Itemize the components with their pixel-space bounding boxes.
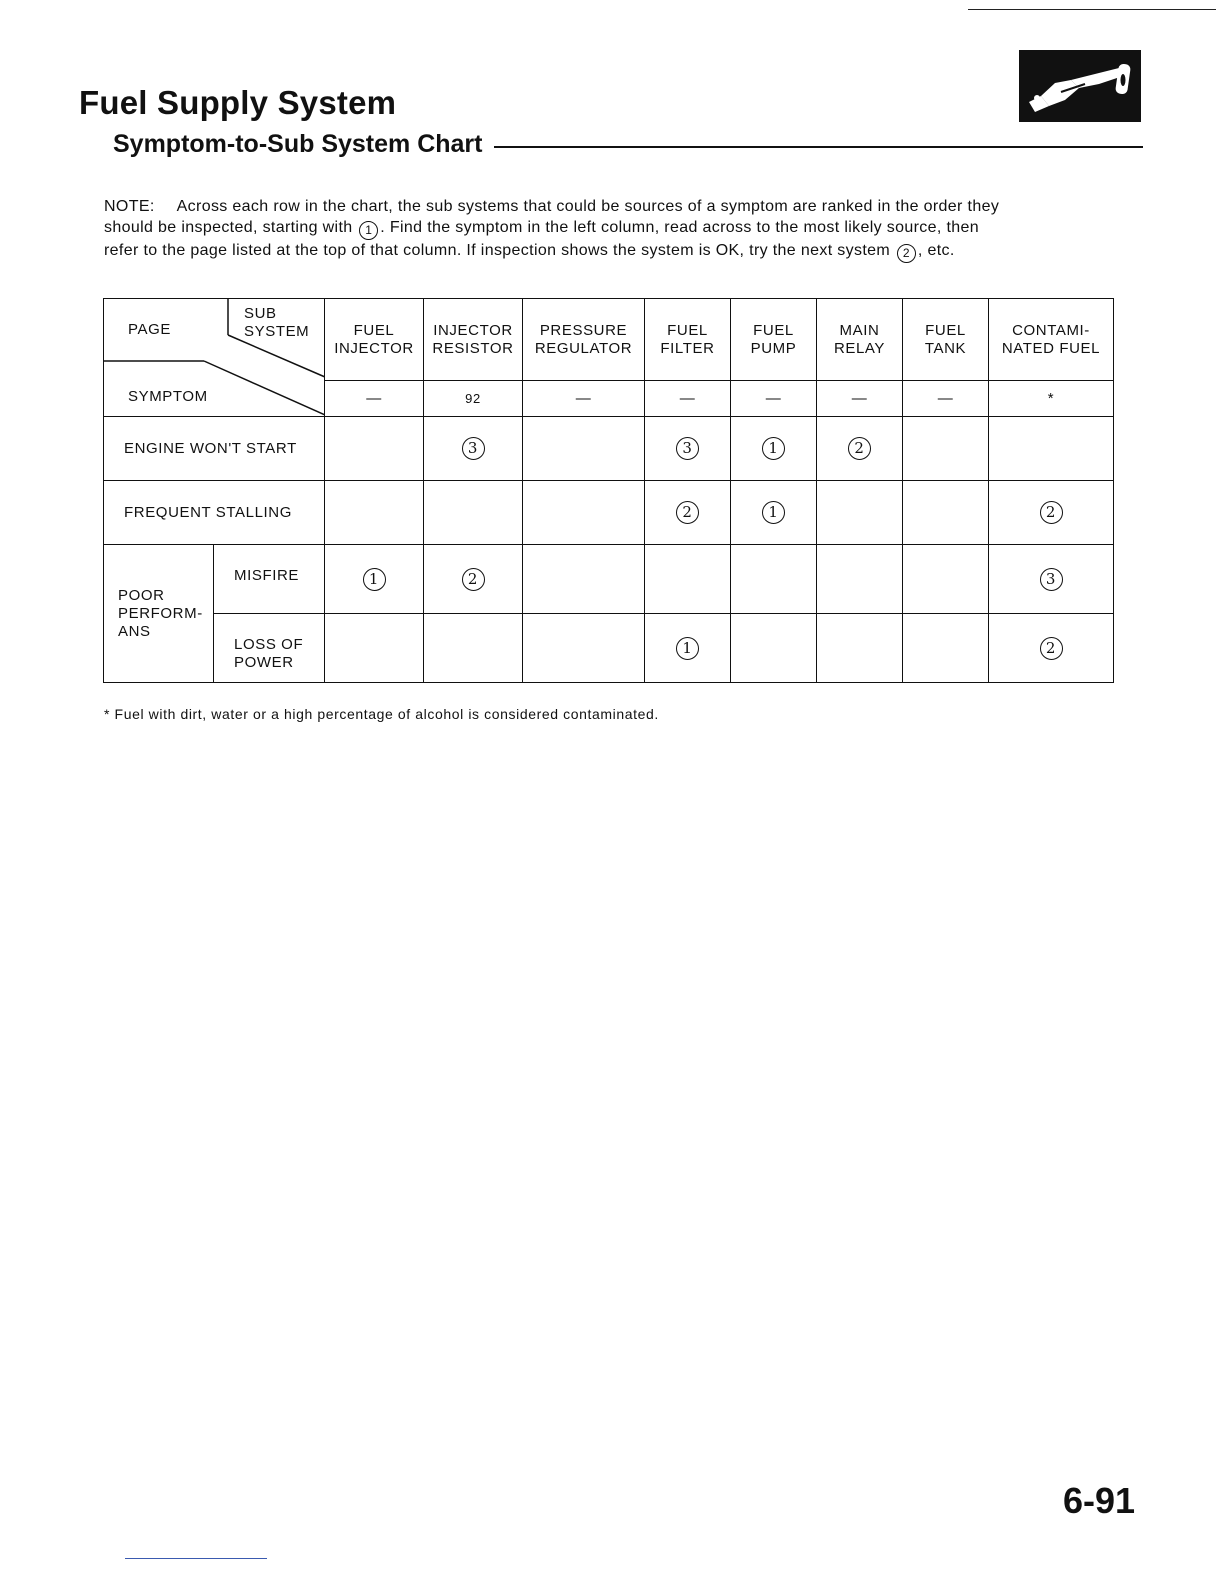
note-text-2a: should be inspected, starting with bbox=[104, 219, 353, 236]
note-text-1: Across each row in the chart, the sub systems that could be sources of a symptom are ranked in the order they bbox=[176, 198, 1000, 215]
circled-number: 2 bbox=[897, 244, 916, 263]
table-row bbox=[104, 614, 1114, 683]
rank-mark: 3 bbox=[1040, 568, 1063, 591]
page-ref: — bbox=[325, 381, 424, 417]
note-text-3a: refer to the page listed at the top of that column. If inspection shows the system is OK, try the next system bbox=[104, 242, 891, 259]
table-row bbox=[104, 481, 1114, 545]
rank-mark: 3 bbox=[462, 437, 485, 460]
note-line-2 bbox=[104, 217, 1128, 240]
note-line-1 bbox=[104, 196, 1128, 217]
col-header-line: FUEL bbox=[353, 321, 395, 339]
rank-cell bbox=[325, 614, 424, 683]
corner-system-label: SYSTEM bbox=[244, 323, 310, 340]
col-header-line: FUEL bbox=[753, 321, 794, 339]
rank-cell bbox=[325, 481, 424, 545]
rank-mark: 3 bbox=[676, 437, 699, 460]
rank-cell bbox=[645, 417, 731, 481]
col-header-line: FILTER bbox=[660, 339, 715, 357]
rank-cell bbox=[903, 481, 989, 545]
corner-diagonals bbox=[104, 299, 325, 417]
symptom-label-line: LOSS OF bbox=[234, 636, 304, 653]
page-ref: — bbox=[731, 381, 817, 417]
rank-mark: 1 bbox=[363, 568, 386, 591]
rank-cell bbox=[325, 545, 424, 614]
rank-mark: 2 bbox=[462, 568, 485, 591]
col-header-line: TANK bbox=[924, 339, 967, 357]
rank-cell bbox=[731, 417, 817, 481]
rank-cell bbox=[523, 614, 645, 683]
fuel-nozzle-icon bbox=[1019, 50, 1141, 122]
rank-cell bbox=[731, 545, 817, 614]
rank-cell bbox=[424, 614, 523, 683]
rank-cell bbox=[817, 545, 903, 614]
rank-cell bbox=[424, 417, 523, 481]
col-header-pressure-regulator bbox=[523, 299, 645, 381]
subtitle-rule bbox=[494, 146, 1143, 148]
note-label: NOTE: bbox=[104, 198, 155, 215]
corner-cell bbox=[104, 299, 325, 417]
rank-cell bbox=[645, 614, 731, 683]
rank-mark: 1 bbox=[762, 501, 785, 524]
rank-mark: 1 bbox=[676, 637, 699, 660]
col-header-fuel-injector bbox=[325, 299, 424, 381]
symptom-label-line: POWER bbox=[234, 654, 294, 671]
table-row bbox=[104, 417, 1114, 481]
rank-cell bbox=[731, 614, 817, 683]
page-ref: — bbox=[523, 381, 645, 417]
symptom-chart bbox=[103, 298, 1114, 683]
page-ref: — bbox=[903, 381, 989, 417]
rank-cell bbox=[903, 545, 989, 614]
note-text-3b: , etc. bbox=[917, 242, 955, 259]
rank-mark: 2 bbox=[848, 437, 871, 460]
rank-cell bbox=[731, 481, 817, 545]
rank-cell bbox=[325, 417, 424, 481]
col-header-line: PRESSURE bbox=[539, 321, 628, 339]
rank-cell bbox=[817, 614, 903, 683]
col-header-fuel-pump bbox=[731, 299, 817, 381]
page-title: Fuel Supply System bbox=[79, 84, 397, 121]
page-ref: — bbox=[817, 381, 903, 417]
bottom-rule bbox=[125, 1558, 267, 1559]
top-rule bbox=[968, 9, 1216, 10]
col-header-line: PUMP bbox=[750, 339, 797, 357]
header-row bbox=[104, 299, 1114, 381]
page-ref: — bbox=[645, 381, 731, 417]
col-header-injector-resistor bbox=[424, 299, 523, 381]
col-header-line: INJECTOR bbox=[334, 339, 414, 357]
rank-cell bbox=[989, 417, 1114, 481]
table-row bbox=[104, 545, 1114, 614]
col-header-line: MAIN bbox=[839, 321, 880, 339]
col-header-line: CONTAMI- bbox=[1012, 321, 1090, 339]
col-header-main-relay bbox=[817, 299, 903, 381]
col-header-line: RELAY bbox=[833, 339, 886, 357]
rank-mark: 2 bbox=[676, 501, 699, 524]
col-header-fuel-tank bbox=[903, 299, 989, 381]
footnote: * Fuel with dirt, water or a high percentage of alcohol is considered contaminated. bbox=[104, 706, 659, 722]
corner-page-label: PAGE bbox=[128, 321, 171, 338]
col-header-contaminated-fuel bbox=[989, 299, 1114, 381]
rank-cell bbox=[903, 614, 989, 683]
rank-cell bbox=[424, 481, 523, 545]
note-line-3 bbox=[104, 240, 1128, 263]
rank-cell bbox=[523, 545, 645, 614]
group-label-line: POOR bbox=[118, 586, 165, 604]
symptom-label: MISFIRE bbox=[214, 545, 325, 614]
col-header-line: FUEL bbox=[925, 321, 966, 339]
group-label-line: ANS bbox=[118, 622, 151, 640]
symptom-label: FREQUENT STALLING bbox=[104, 481, 325, 545]
col-header-line: FUEL bbox=[667, 321, 708, 339]
col-header-line: REGULATOR bbox=[534, 339, 633, 357]
note-text-2b: . Find the symptom in the left column, read across to the most likely source, then bbox=[380, 219, 980, 236]
rank-cell bbox=[645, 481, 731, 545]
circled-number: 1 bbox=[359, 221, 378, 240]
symptom-label bbox=[214, 614, 325, 683]
rank-mark: 2 bbox=[1040, 501, 1063, 524]
rank-cell bbox=[523, 417, 645, 481]
rank-cell bbox=[817, 481, 903, 545]
col-header-line: RESISTOR bbox=[432, 339, 514, 357]
page-number: 6-91 bbox=[1063, 1480, 1136, 1521]
group-label-poor-performance bbox=[104, 545, 214, 683]
subtitle-row bbox=[113, 130, 1143, 159]
page-ref: 92 bbox=[424, 381, 523, 417]
col-header-fuel-filter bbox=[645, 299, 731, 381]
symptom-label: ENGINE WON'T START bbox=[104, 417, 325, 481]
rank-cell bbox=[424, 545, 523, 614]
page-ref: * bbox=[989, 381, 1114, 417]
page-subtitle: Symptom-to-Sub System Chart bbox=[113, 130, 483, 158]
corner-sub-label: SUB bbox=[244, 305, 277, 322]
corner-symptom-label: SYMPTOM bbox=[128, 388, 208, 405]
rank-cell bbox=[989, 614, 1114, 683]
rank-cell bbox=[523, 481, 645, 545]
col-header-line: INJECTOR bbox=[433, 321, 513, 339]
rank-cell bbox=[989, 481, 1114, 545]
rank-cell bbox=[903, 417, 989, 481]
rank-cell bbox=[817, 417, 903, 481]
note-paragraph bbox=[104, 196, 1128, 263]
rank-cell bbox=[645, 545, 731, 614]
rank-mark: 2 bbox=[1040, 637, 1063, 660]
rank-cell bbox=[989, 545, 1114, 614]
group-label-line: PERFORM- bbox=[118, 604, 203, 622]
rank-mark: 1 bbox=[762, 437, 785, 460]
col-header-line: NATED FUEL bbox=[1001, 339, 1101, 357]
